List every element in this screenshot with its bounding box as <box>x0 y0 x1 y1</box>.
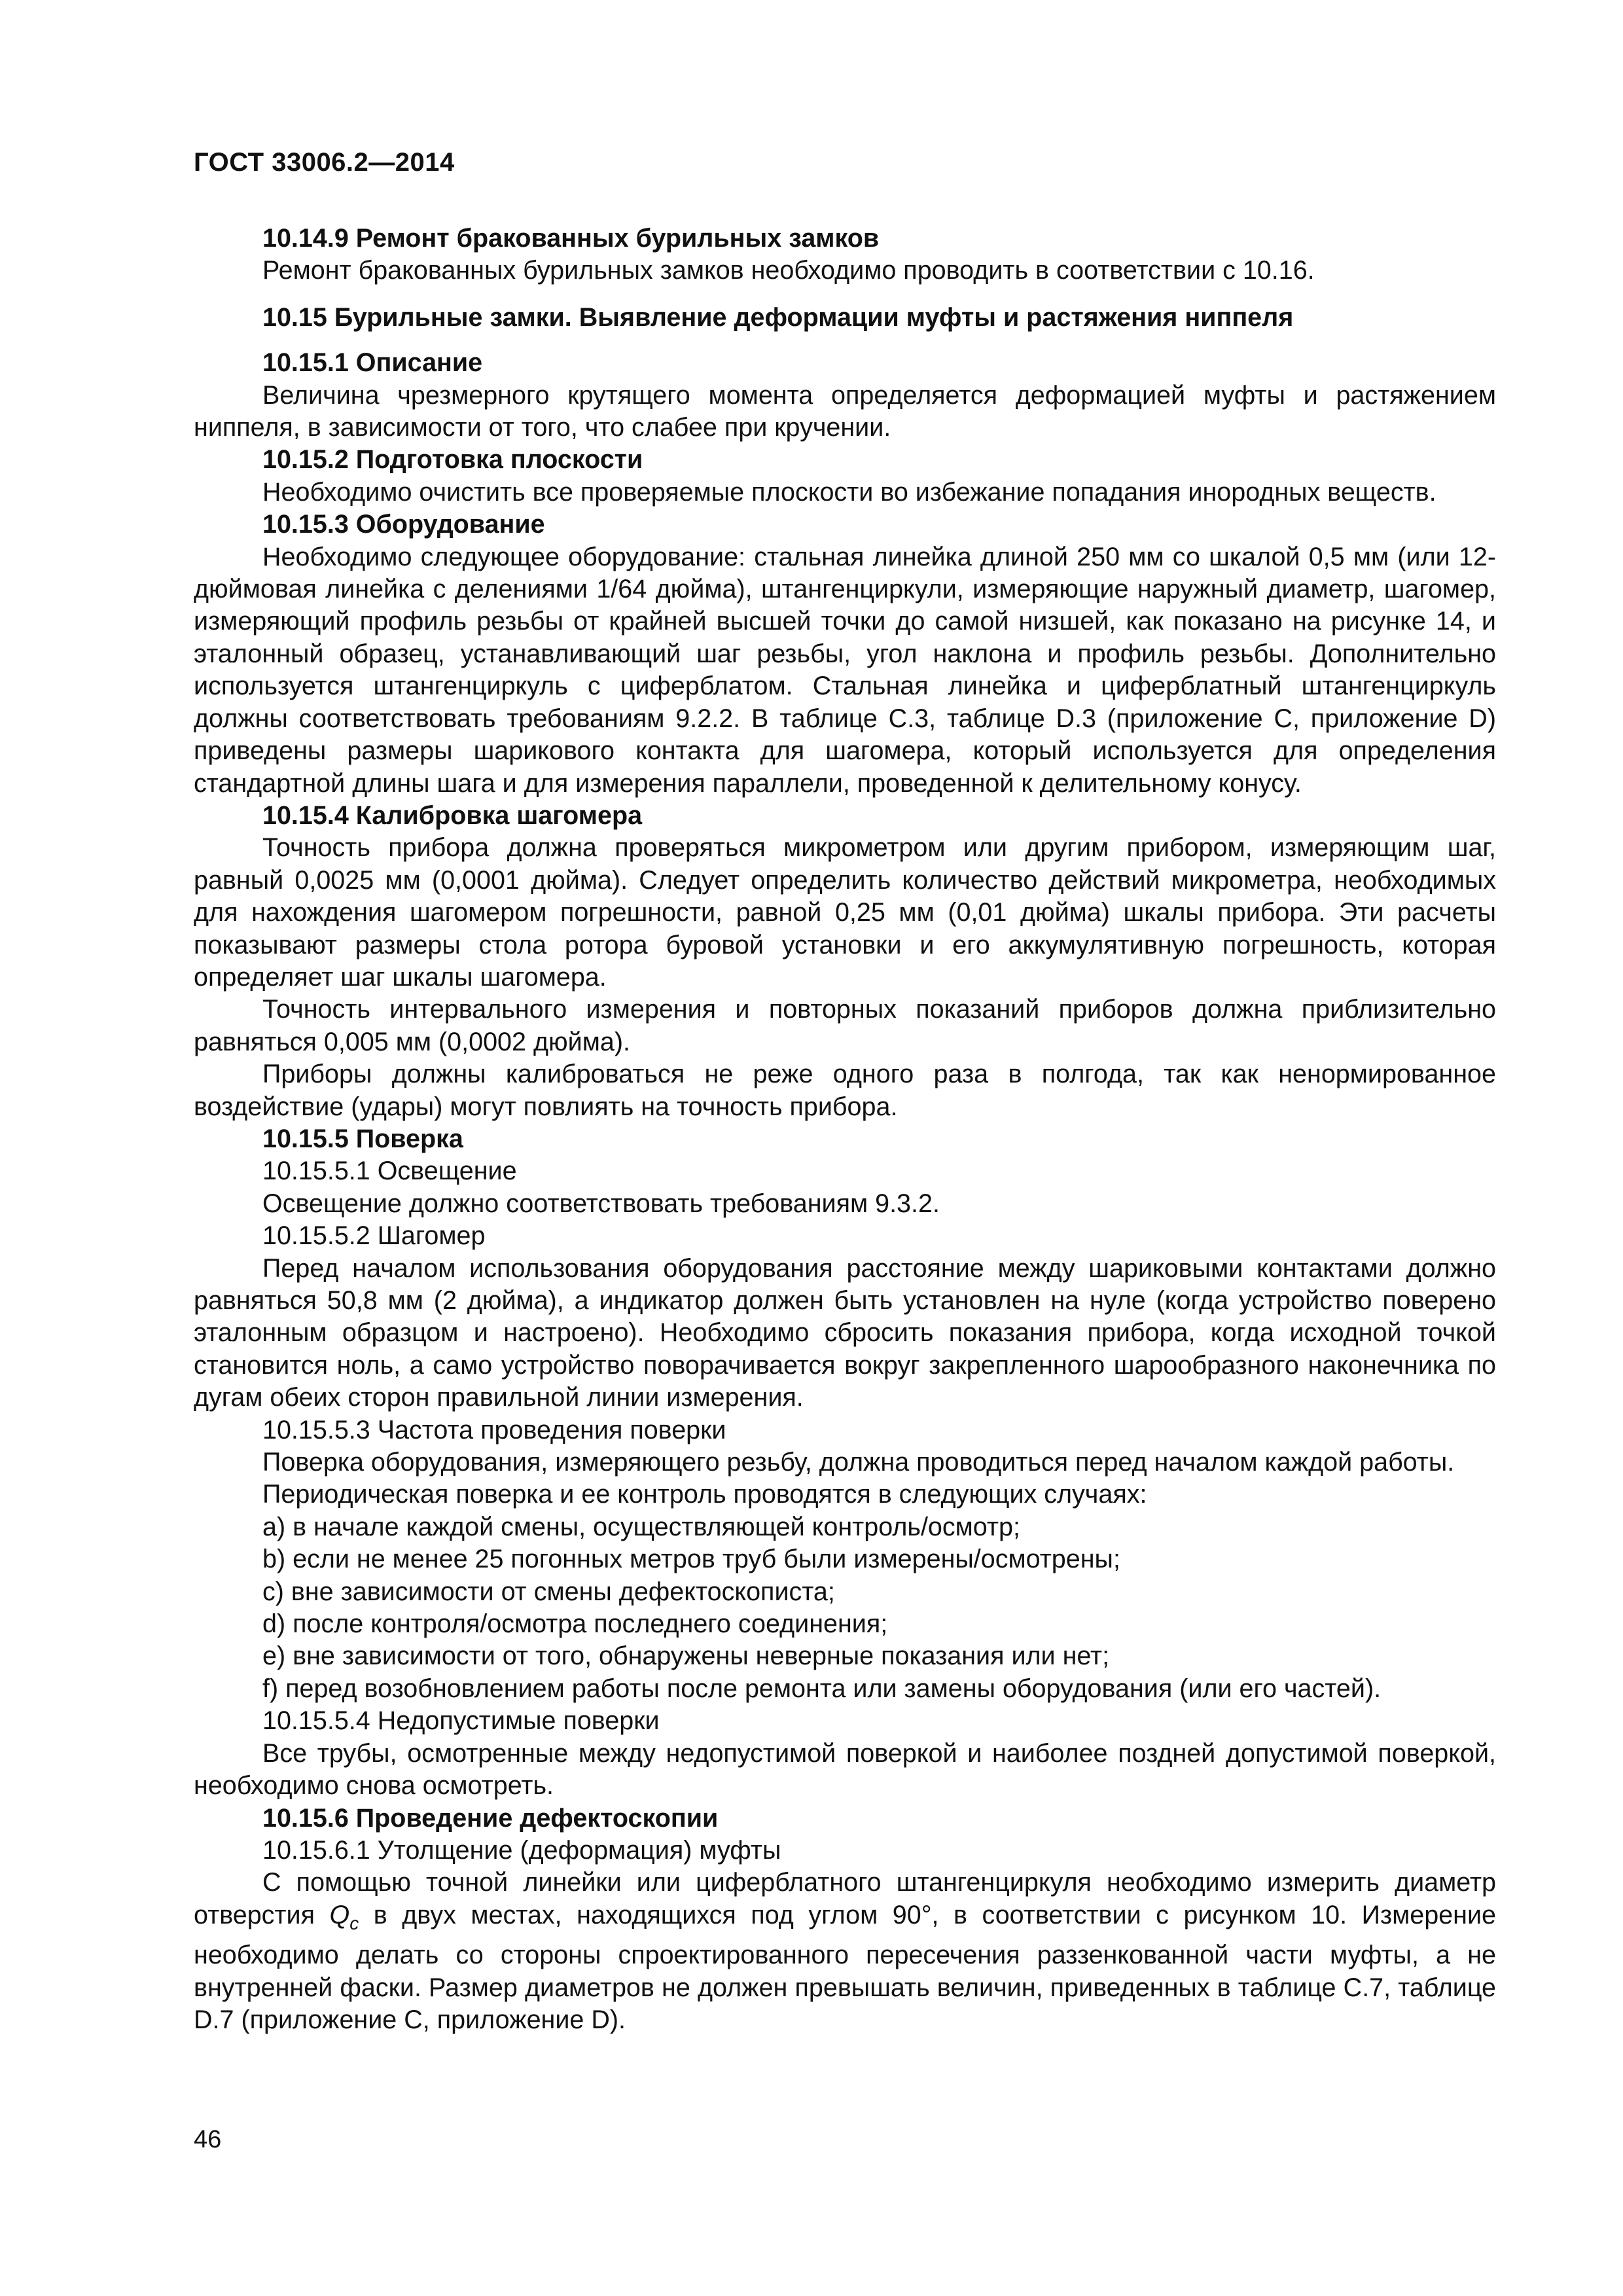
paragraph: Точность интервального измерения и повторных показаний приборов должна приблизительно равняться 0,005 мм (0,0002 дюйма). <box>194 995 1496 1056</box>
list-item: d) после контроля/осмотра последнего соединения; <box>262 1609 888 1639</box>
list-item: e) вне зависимости от того, обнаружены неверные показания или нет; <box>262 1641 1110 1671</box>
section-heading: 10.15.5 Поверка <box>262 1124 463 1153</box>
section-heading: 10.15.4 Калибровка шагомера <box>262 800 643 830</box>
section-heading: 10.15.3 Оборудование <box>262 510 545 539</box>
document-body <box>194 223 1496 2036</box>
section-heading: 10.15.1 Описание <box>262 348 483 378</box>
section-heading: 10.15.6 Проведение дефектоскопии <box>262 1803 719 1833</box>
paragraph: Перед началом использования оборудования расстояние между шариковыми контактами должно равняться 50,8 мм (2 дюйма), а индикатор должен быть установлен на нуле (когда устройство поверено эталонным образцом и настроено). Необходимо сбросить показания прибора, когда исходной точкой становится ноль, а само устройство поворачивается вокруг закрепленного шарообразного наконечника по дугам обеих сторон правильной линии измерения. <box>194 1253 1496 1412</box>
subsection-heading: 10.15.5.2 Шагомер <box>262 1221 486 1251</box>
page-number: 46 <box>194 2126 222 2153</box>
paragraph: Приборы должны калиброваться не реже одного раза в полгода, так как ненормированное воздействие (удары) могут повлиять на точность прибора. <box>194 1060 1496 1121</box>
symbol-subscript: c <box>349 1912 359 1933</box>
paragraph-text: С помощью точной линейки или циферблатного штангенциркуля необходимо измерить диаметр отверстия <box>194 1868 1496 1929</box>
subsection-heading: 10.15.5.3 Частота проведения поверки <box>262 1415 726 1444</box>
paragraph: Поверка оборудования, измеряющего резьбу, должна проводиться перед началом каждой работы. <box>262 1448 1455 1477</box>
paragraph-text: в двух местах, находящихся под углом 90°, в соответствии с рисунком 10. Измерение необходимо делать со стороны спроектированного пересечения раззенкованной части муфты, а не внутренней фаски. Размер диаметров не должен превышать величин, приведенных в таблице С.7, таблице D.7 (приложение С, приложение D). <box>194 1900 1496 2034</box>
subsection-heading: 10.15.5.1 Освещение <box>262 1157 517 1186</box>
section-heading: 10.15 Бурильные замки. Выявление деформации муфты и растяжения ниппеля <box>262 302 1294 332</box>
paragraph: Необходимо следующее оборудование: стальная линейка длиной 250 мм со шкалой 0,5 мм (или 12-дюймовая линейка с делениями 1/64 дюйма), штангенциркули, измеряющие наружный диаметр, шагомер, измеряющий профиль резьбы от крайней высшей точки до самой низшей, как показано на рисунке 14, и эталонный образец, устанавливающий шаг резьбы, угол наклона и профиль резьбы. Дополнительно используется штангенциркуль с циферблатом. Стальная линейка и циферблатный штангенциркуль должны соответствовать требованиям 9.2.2. В таблице С.3, таблице D.3 (приложение С, приложение D) приведены размеры шарикового контакта для шагомера, который используется для определения стандартной длины шага и для измерения параллели, проведенной к делительному конусу. <box>194 542 1496 798</box>
paragraph: Периодическая поверка и ее контроль проводятся в следующих случаях: <box>262 1480 1147 1509</box>
symbol-q: Q <box>329 1900 350 1929</box>
section-heading: 10.14.9 Ремонт бракованных бурильных замков <box>262 224 880 253</box>
paragraph: Ремонт бракованных бурильных замков необходимо проводить в соответствии с 10.16. <box>262 256 1315 285</box>
paragraph <box>194 1867 1496 2036</box>
paragraph: Освещение должно соответствовать требованиям 9.3.2. <box>262 1189 940 1218</box>
document-code-header: ГОСТ 33006.2—2014 <box>194 148 455 177</box>
subsection-heading: 10.15.6.1 Утолщение (деформация) муфты <box>262 1835 781 1865</box>
paragraph: Точность прибора должна проверяться микрометром или другим прибором, измеряющим шаг, равный 0,0025 мм (0,0001 дюйма). Следует определить количество действий микрометра, необходимых для нахождения шагомером погрешности, равной 0,25 мм (0,01 дюйма) шкалы прибора. Эти расчеты показывают размеры стола ротора буровой установки и его аккумулятивную погрешность, которая определяет шаг шкалы шагомера. <box>194 833 1496 992</box>
list-item: a) в начале каждой смены, осуществляющей контроль/осмотр; <box>262 1512 1020 1541</box>
paragraph: Величина чрезмерного крутящего момента определяется деформацией муфты и растяжением ниппеля, в зависимости от того, что слабее при кручении. <box>194 380 1496 442</box>
subsection-heading: 10.15.5.4 Недопустимые поверки <box>262 1706 660 1736</box>
section-heading: 10.15.2 Подготовка плоскости <box>262 445 643 475</box>
list-item: b) если не менее 25 погонных метров труб были измерены/осмотрены; <box>262 1545 1120 1574</box>
paragraph: Все трубы, осмотренные между недопустимой поверкой и наиболее поздней допустимой поверкой, необходимо снова осмотреть. <box>194 1738 1496 1801</box>
paragraph: Необходимо очистить все проверяемые плоскости во избежание попадания инородных веществ. <box>262 477 1436 507</box>
list-item: f) перед возобновлением работы после ремонта или замены оборудования (или его частей). <box>262 1674 1382 1703</box>
list-item: c) вне зависимости от смены дефектоскописта; <box>262 1577 835 1606</box>
